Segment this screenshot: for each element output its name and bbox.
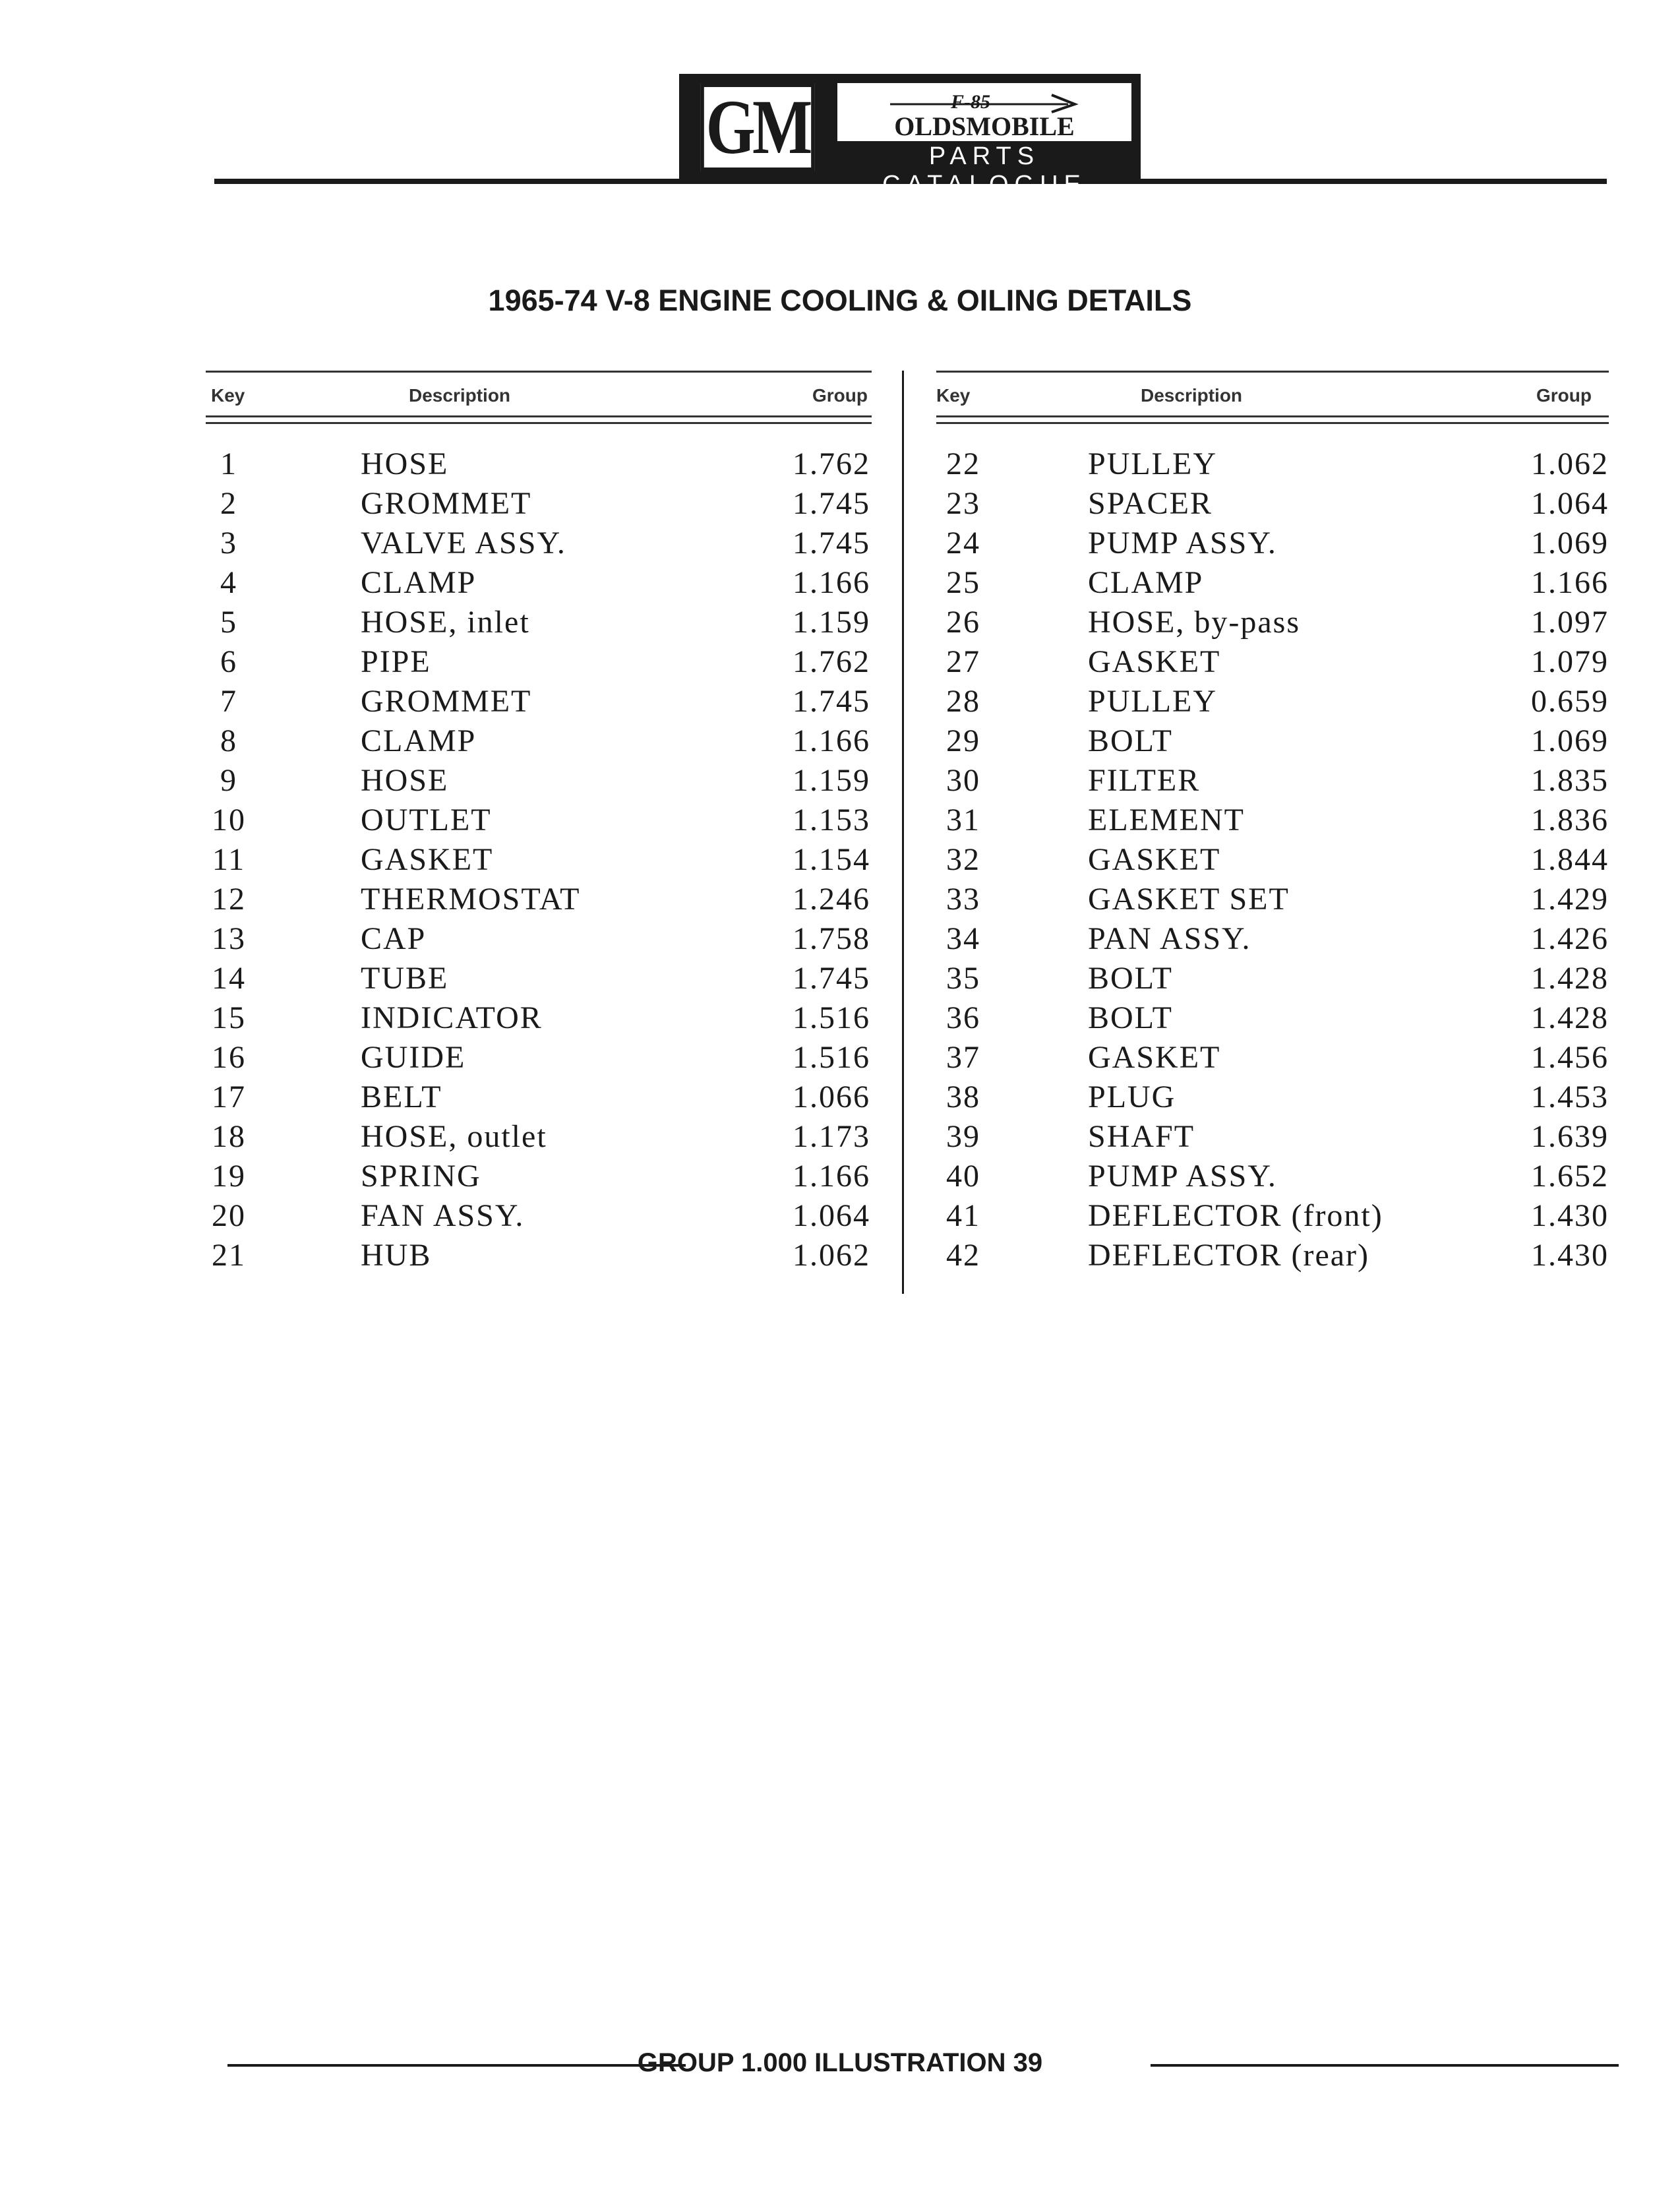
part-key: 24 (946, 526, 980, 561)
table-row (936, 444, 1609, 484)
part-description: FAN ASSY. (361, 1198, 525, 1233)
table-row (206, 524, 872, 563)
table-row (936, 642, 1609, 682)
part-description: GUIDE (361, 1040, 466, 1075)
part-group: 1.453 (1531, 1080, 1609, 1114)
part-group: 1.062 (1531, 446, 1609, 481)
part-group: 1.456 (1531, 1040, 1609, 1075)
part-description: BELT (361, 1080, 442, 1114)
part-description: GROMMET (361, 684, 532, 719)
part-group: 1.844 (1531, 842, 1609, 877)
part-description: CLAMP (361, 723, 477, 758)
part-key: 2 (220, 486, 237, 521)
part-description: VALVE ASSY. (361, 526, 566, 561)
page-title: 1965-74 V-8 ENGINE COOLING & OILING DETAILS (488, 284, 1192, 317)
table-row (936, 721, 1609, 761)
table-row (206, 880, 872, 919)
svg-text:F-85: F-85 (951, 91, 990, 113)
part-key: 25 (946, 565, 980, 600)
table-row (936, 603, 1609, 642)
part-description: GASKET (1088, 842, 1221, 877)
table-row (936, 1196, 1609, 1236)
part-key: 33 (946, 882, 980, 917)
part-description: GASKET (361, 842, 494, 877)
part-group: 1.062 (793, 1238, 870, 1273)
table-row (206, 563, 872, 603)
part-description: PIPE (361, 644, 431, 679)
part-group: 1.516 (793, 1040, 870, 1075)
part-description: PULLEY (1088, 446, 1217, 481)
part-group: 1.159 (793, 605, 870, 640)
part-key: 12 (212, 882, 246, 917)
table-row (206, 959, 872, 998)
column-header-group: Group (812, 385, 868, 406)
table-row (206, 721, 872, 761)
part-key: 7 (220, 684, 237, 719)
part-group: 1.430 (1531, 1198, 1609, 1233)
table-row (206, 444, 872, 484)
part-group: 1.166 (793, 1159, 870, 1194)
part-description: OUTLET (361, 803, 492, 837)
gm-oldsmobile-logo (679, 74, 1141, 198)
table-row (936, 880, 1609, 919)
part-key: 40 (946, 1159, 980, 1194)
part-group: 1.426 (1531, 921, 1609, 956)
part-key: 6 (220, 644, 237, 679)
table-row (936, 1236, 1609, 1275)
part-group: 1.064 (1531, 486, 1609, 521)
part-description: BOLT (1088, 961, 1173, 996)
part-key: 17 (212, 1080, 246, 1114)
part-key: 26 (946, 605, 980, 640)
part-group: 1.762 (793, 446, 870, 481)
part-description: THERMOSTAT (361, 882, 581, 917)
catalogue-badge (837, 83, 1131, 198)
part-group: 1.166 (1531, 565, 1609, 600)
column-divider (902, 371, 904, 1294)
table-row (206, 642, 872, 682)
part-group: 1.652 (1531, 1159, 1609, 1194)
part-group: 1.159 (793, 763, 870, 798)
part-description: SPACER (1088, 486, 1213, 521)
part-description: CLAMP (1088, 565, 1204, 600)
part-description: CAP (361, 921, 427, 956)
part-group: 1.762 (793, 644, 870, 679)
part-key: 21 (212, 1238, 246, 1273)
part-key: 27 (946, 644, 980, 679)
table-row (936, 840, 1609, 880)
part-key: 16 (212, 1040, 246, 1075)
part-group: 1.430 (1531, 1238, 1609, 1273)
part-description: ELEMENT (1088, 803, 1245, 837)
part-key: 34 (946, 921, 980, 956)
table-row (936, 563, 1609, 603)
part-group: 1.069 (1531, 526, 1609, 561)
table-row (936, 1157, 1609, 1196)
part-key: 5 (220, 605, 237, 640)
part-group: 1.153 (793, 803, 870, 837)
part-group: 1.428 (1531, 1000, 1609, 1035)
part-key: 15 (212, 1000, 246, 1035)
part-key: 29 (946, 723, 980, 758)
part-description: SHAFT (1088, 1119, 1195, 1154)
part-description: CLAMP (361, 565, 477, 600)
part-group: 1.069 (1531, 723, 1609, 758)
part-group: 1.428 (1531, 961, 1609, 996)
part-description: HOSE, by-pass (1088, 605, 1300, 640)
part-group: 1.745 (793, 486, 870, 521)
part-group: 1.154 (793, 842, 870, 877)
part-description: GASKET (1088, 644, 1221, 679)
part-group: 1.064 (793, 1198, 870, 1233)
part-description: PUMP ASSY. (1088, 1159, 1277, 1194)
catalogue-line: PARTS CATALOGUE (882, 142, 1087, 198)
table-row (936, 959, 1609, 998)
part-group: 1.246 (793, 882, 870, 917)
part-description: BOLT (1088, 723, 1173, 758)
column-header-key: Key (211, 385, 245, 406)
part-group: 1.066 (793, 1080, 870, 1114)
table-row (206, 1117, 872, 1157)
column-header-group: Group (1536, 385, 1592, 406)
table-row (936, 1117, 1609, 1157)
part-key: 14 (212, 961, 246, 996)
part-key: 39 (946, 1119, 980, 1154)
part-group: 1.516 (793, 1000, 870, 1035)
part-description: PUMP ASSY. (1088, 526, 1277, 561)
part-key: 23 (946, 486, 980, 521)
part-description: HOSE, inlet (361, 605, 530, 640)
part-group: 1.079 (1531, 644, 1609, 679)
part-key: 41 (946, 1198, 980, 1233)
f85-arrow-icon (890, 90, 1081, 113)
part-group: 1.173 (793, 1119, 870, 1154)
part-group: 1.166 (793, 723, 870, 758)
part-key: 30 (946, 763, 980, 798)
part-description: PAN ASSY. (1088, 921, 1251, 956)
table-row (206, 840, 872, 880)
table-row (936, 1038, 1609, 1078)
part-key: 28 (946, 684, 980, 719)
part-key: 38 (946, 1080, 980, 1114)
part-key: 4 (220, 565, 237, 600)
part-key: 20 (212, 1198, 246, 1233)
part-key: 35 (946, 961, 980, 996)
table-row (206, 1196, 872, 1236)
part-group: 1.835 (1531, 763, 1609, 798)
part-group: 0.659 (1531, 684, 1609, 719)
footer-caption: GROUP 1.000 ILLUSTRATION 39 (637, 2048, 1043, 2077)
part-group: 1.097 (1531, 605, 1609, 640)
column-header-key: Key (936, 385, 971, 406)
part-description: GROMMET (361, 486, 532, 521)
part-key: 13 (212, 921, 246, 956)
part-group: 1.758 (793, 921, 870, 956)
table-row (936, 919, 1609, 959)
part-description: GASKET SET (1088, 882, 1290, 917)
table-row (936, 801, 1609, 840)
part-key: 42 (946, 1238, 980, 1273)
part-key: 9 (220, 763, 237, 798)
part-description: HOSE, outlet (361, 1119, 547, 1154)
column-header-description: Description (1141, 385, 1243, 406)
part-description: PULLEY (1088, 684, 1217, 719)
table-row (936, 484, 1609, 524)
part-description: DEFLECTOR (rear) (1088, 1238, 1370, 1273)
table-row (206, 603, 872, 642)
gm-logo-letters: GM (701, 83, 814, 171)
part-description: INDICATOR (361, 1000, 543, 1035)
part-description: BOLT (1088, 1000, 1173, 1035)
part-key: 19 (212, 1159, 246, 1194)
part-key: 32 (946, 842, 980, 877)
part-group: 1.745 (793, 526, 870, 561)
table-row (206, 1236, 872, 1275)
table-row (936, 761, 1609, 801)
table-row (206, 1078, 872, 1117)
part-key: 3 (220, 526, 237, 561)
table-row (936, 524, 1609, 563)
part-description: PLUG (1088, 1080, 1176, 1114)
column-header-description: Description (409, 385, 511, 406)
part-key: 37 (946, 1040, 980, 1075)
part-group: 1.836 (1531, 803, 1609, 837)
part-group: 1.429 (1531, 882, 1609, 917)
part-description: TUBE (361, 961, 449, 996)
table-row (936, 1078, 1609, 1117)
part-key: 18 (212, 1119, 246, 1154)
part-description: HUB (361, 1238, 432, 1273)
table-row (206, 761, 872, 801)
part-description: FILTER (1088, 763, 1201, 798)
table-row (936, 998, 1609, 1038)
table-row (206, 484, 872, 524)
part-key: 1 (220, 446, 237, 481)
part-key: 31 (946, 803, 980, 837)
table-row (206, 1157, 872, 1196)
brand-line: OLDSMOBILE (894, 111, 1075, 141)
part-description: HOSE (361, 446, 449, 481)
table-row (206, 801, 872, 840)
part-description: GASKET (1088, 1040, 1221, 1075)
part-description: HOSE (361, 763, 449, 798)
part-key: 8 (220, 723, 237, 758)
part-group: 1.639 (1531, 1119, 1609, 1154)
table-row (206, 1038, 872, 1078)
table-row (206, 998, 872, 1038)
part-key: 10 (212, 803, 246, 837)
table-row (936, 682, 1609, 721)
part-group: 1.745 (793, 961, 870, 996)
part-description: DEFLECTOR (front) (1088, 1198, 1383, 1233)
part-key: 36 (946, 1000, 980, 1035)
part-group: 1.166 (793, 565, 870, 600)
part-key: 22 (946, 446, 980, 481)
part-group: 1.745 (793, 684, 870, 719)
part-key: 11 (212, 842, 246, 877)
part-description: SPRING (361, 1159, 481, 1194)
table-row (206, 919, 872, 959)
table-row (206, 682, 872, 721)
